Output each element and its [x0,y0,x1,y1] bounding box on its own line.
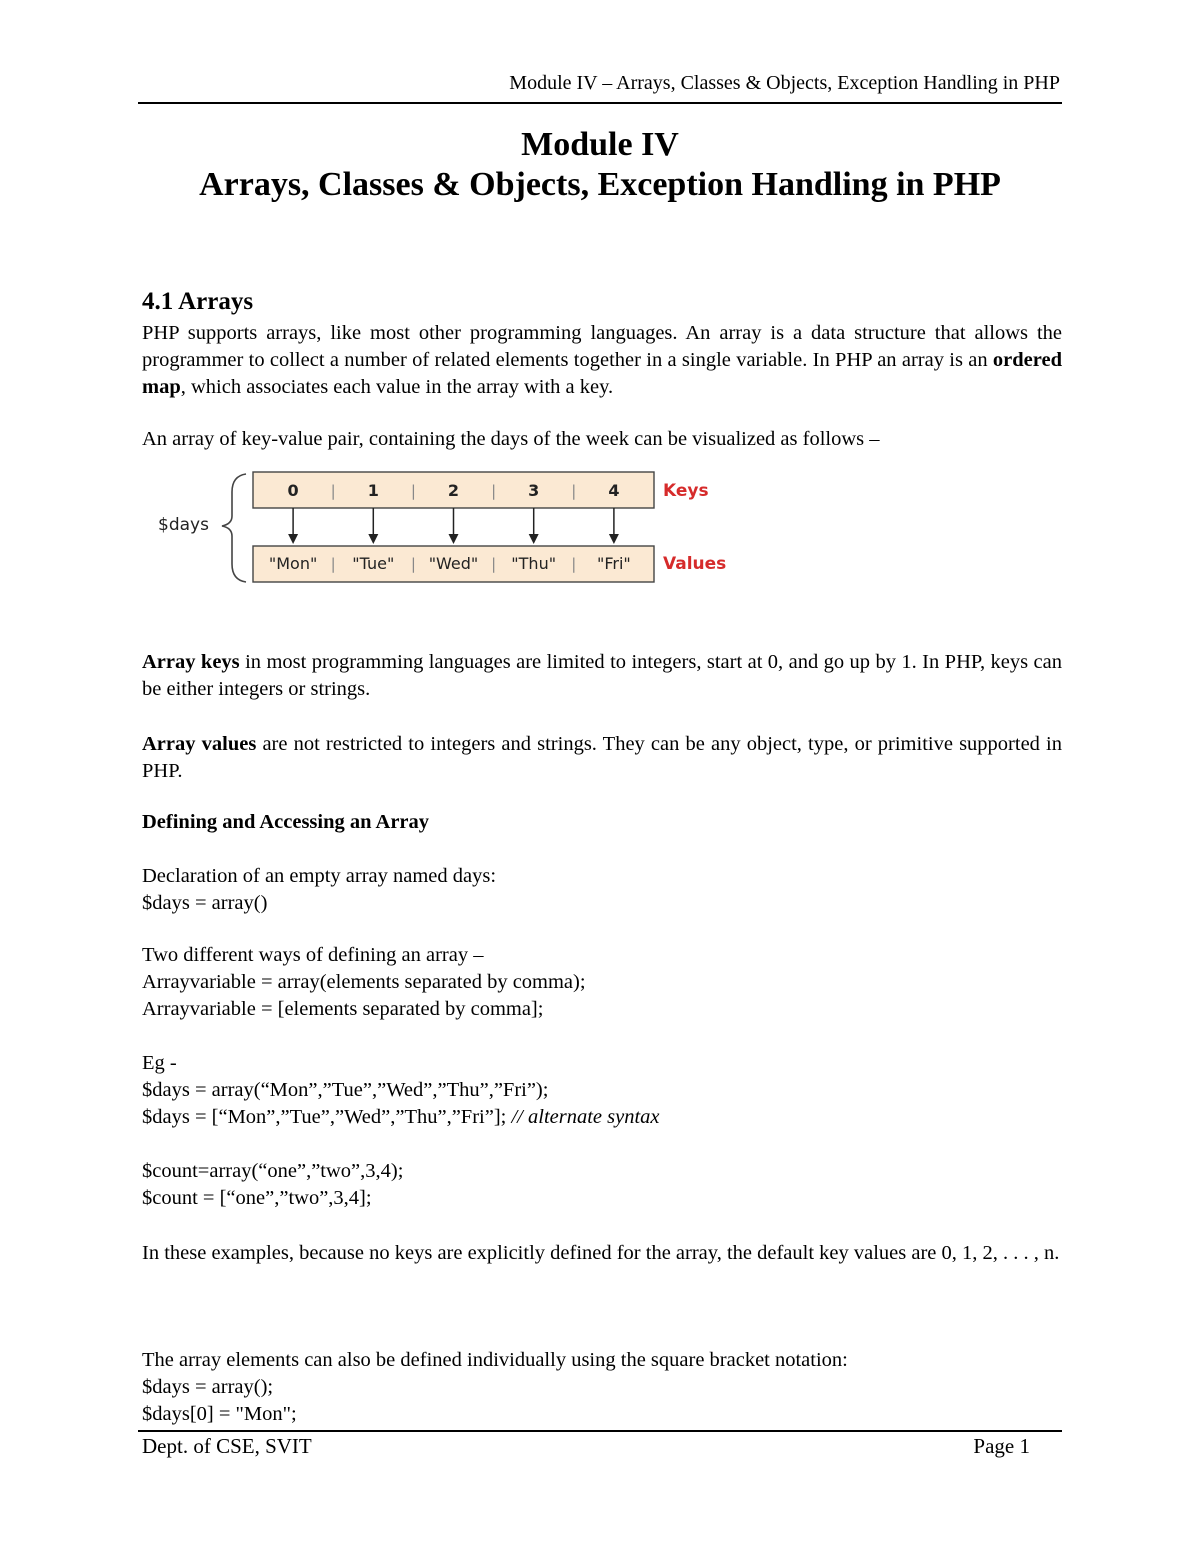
module-subtitle: Arrays, Classes & Objects, Exception Handling in PHP [199,166,1001,203]
arrow-head [609,534,619,544]
individual-code-2: $days[0] = "Mon"; [142,1403,297,1425]
diagram-value: "Wed" [428,554,479,573]
value-separator: | [410,555,416,573]
footer-page-number: Page 1 [973,1434,1030,1458]
key-separator: | [330,482,336,500]
intro-text-a: PHP supports arrays, like most other programming languages. An array is a data structure that allows the programmer to collect a number of related elements together in a single variable. In PHP an array is an [142,322,1062,371]
array-keys-term: Array keys [142,651,240,673]
example-code-2-text: $days = [“Mon”,”Tue”,”Wed”,”Thu”,”Fri”]; [142,1106,507,1128]
header-rule [138,102,1062,104]
intro-bold-term: ordered map [142,349,1062,398]
diagram-key: 4 [608,481,620,500]
section-heading: 4.1 Arrays [142,288,254,315]
running-header: Module IV – Arrays, Classes & Objects, Exception Handling in PHP [509,72,1060,94]
example-code-1: $days = array(“Mon”,”Tue”,”Wed”,”Thu”,”Fri”); [142,1079,549,1101]
key-separator: | [571,482,577,500]
way-one: Arrayvariable = array(elements separated by comma); [142,971,586,993]
array-values-paragraph [142,731,1062,785]
diagram-variable-label: $days [158,515,209,535]
example-label: Eg - [142,1052,177,1074]
module-title: Module IV [521,126,679,163]
key-separator: | [410,482,416,500]
visual-intro: An array of key-value pair, containing the days of the week can be visualized as follows – [142,428,880,450]
value-separator: | [571,555,577,573]
key-separator: | [491,482,497,500]
diagram-key: 3 [528,481,540,500]
diagram-key: 1 [367,481,379,500]
example-code-2 [142,1106,660,1129]
arrow-head [449,534,459,544]
subsection-heading: Defining and Accessing an Array [142,811,430,833]
array-values-text: are not restricted to integers and strings. They can be any object, type, or primitive supported in PHP. [142,733,1062,782]
default-keys-paragraph: In these examples, because no keys are explicitly defined for the array, the default key values are 0, 1, 2, . . . , n. [142,1242,1060,1264]
intro-paragraph [142,320,1062,401]
diagram-key: 2 [447,481,460,500]
footer-rule [138,1430,1062,1432]
array-values-term: Array values [142,733,257,755]
empty-array-desc: Declaration of an empty array named days: [142,865,497,887]
arrow-head [288,534,298,544]
values-label: Values [663,554,727,574]
array-keys-paragraph [142,649,1062,703]
diagram-brace [222,474,246,582]
footer-department: Dept. of CSE, SVIT [142,1434,312,1458]
way-two: Arrayvariable = [elements separated by comma]; [142,998,544,1020]
array-keys-text: in most programming languages are limited to integers, start at 0, and go up by 1. In PHP, keys can be either integers or strings. [142,651,1063,700]
example-code-3: $count=array(“one”,”two”,3,4); [142,1160,404,1182]
diagram-value: "Thu" [511,554,557,573]
value-separator: | [491,555,497,573]
example-code-2-comment: // alternate syntax [511,1106,660,1128]
diagram-value: "Mon" [268,554,318,573]
keys-label: Keys [663,481,709,501]
example-code-4: $count = [“one”,”two”,3,4]; [142,1187,372,1209]
diagram-value: "Fri" [597,554,631,573]
individual-intro: The array elements can also be defined individually using the square bracket notation: [142,1349,848,1371]
individual-code-1: $days = array(); [142,1376,274,1398]
arrow-head [529,534,539,544]
ways-intro: Two different ways of defining an array – [142,944,484,966]
array-diagram [150,466,750,590]
intro-text-b: , which associates each value in the array with a key. [180,376,614,398]
arrow-head [368,534,378,544]
diagram-key: 0 [287,481,299,500]
value-separator: | [330,555,336,573]
empty-array-code: $days = array() [142,892,268,914]
diagram-value: "Tue" [352,554,395,573]
